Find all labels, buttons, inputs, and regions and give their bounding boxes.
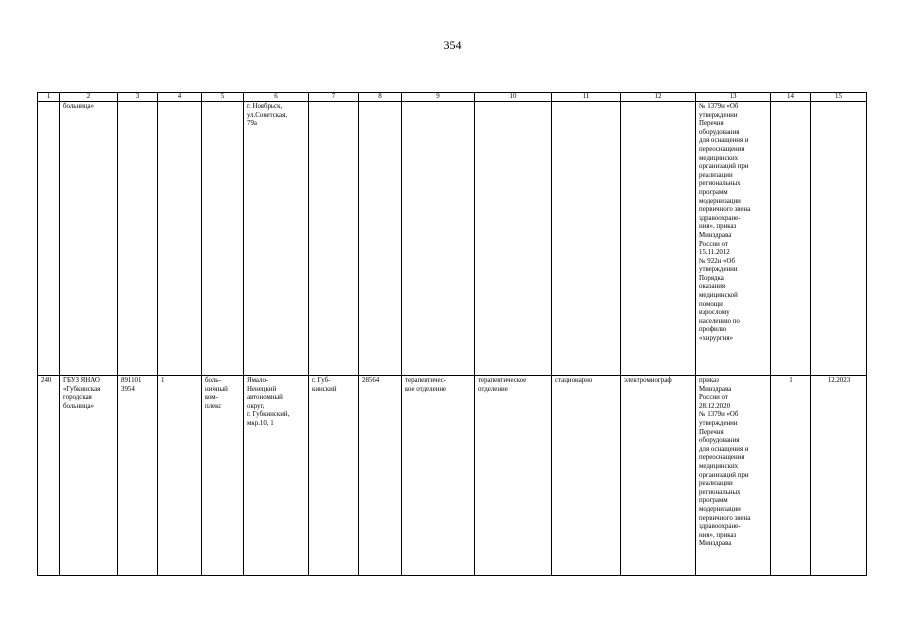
registry-table (37, 92, 867, 576)
population-cell: 28564 (359, 376, 402, 576)
city-cell: г. Губ- кинский (309, 376, 359, 576)
date-cell: 12.2023 (811, 376, 867, 576)
code-cell: 1 (158, 376, 202, 576)
column-number: 5 (202, 93, 244, 102)
column-number: 8 (359, 93, 402, 102)
inn-cell (118, 102, 158, 376)
column-number: 1 (38, 93, 60, 102)
regulation-cell: № 1379н «Об утверждении Перечня оборудования для оснащения и переоснащения медицинских организаций при реализации региональных программ модернизации первичного звена здравоохране- ния», приказ Минздрава России от 15.11.2012 № 922н «Об утверждении Порядка оказания медицинской помощи взрослому населению по профилю «хирургия» (696, 102, 771, 376)
column-number-row (38, 93, 867, 102)
table-row (38, 102, 867, 376)
care-form-cell: стационарно (552, 376, 621, 576)
organization-cell: больница» (60, 102, 118, 376)
department-cell (402, 102, 475, 376)
department-cell: терапевтичес- кое отделение (402, 376, 475, 576)
column-number: 2 (60, 93, 118, 102)
care-form-cell (552, 102, 621, 376)
facility-type-cell: боль- ничный ком- плекс (202, 376, 244, 576)
column-number: 12 (621, 93, 696, 102)
regulation-cell: приказ Минздрава России от 28.12.2020 № 1379н «Об утверждении Перечня оборудования для оснащения и переоснащения медицинских организаций при реализации региональных программ модернизации первичного звена здравоохране- ния», приказ Минздрава (696, 376, 771, 576)
column-number: 14 (771, 93, 811, 102)
column-number: 13 (696, 93, 771, 102)
city-cell (309, 102, 359, 376)
date-cell (811, 102, 867, 376)
unit-cell (475, 102, 552, 376)
row-number-cell (38, 102, 60, 376)
column-number: 11 (552, 93, 621, 102)
inn-cell: 891101 3954 (118, 376, 158, 576)
equipment-cell: электромиограф (621, 376, 696, 576)
column-number: 10 (475, 93, 552, 102)
column-number: 15 (811, 93, 867, 102)
address-cell: Ямало- Ненецкий автономный округ, г. Губкинский, мкр.10, 1 (244, 376, 309, 576)
table-row (38, 376, 867, 576)
column-number: 4 (158, 93, 202, 102)
column-number: 9 (402, 93, 475, 102)
code-cell (158, 102, 202, 376)
population-cell (359, 102, 402, 376)
unit-cell: терапевтическое отделение (475, 376, 552, 576)
organization-cell: ГБУЗ ЯНАО «Губкинская городская больница» (60, 376, 118, 576)
quantity-cell (771, 102, 811, 376)
column-number: 6 (244, 93, 309, 102)
column-number: 3 (118, 93, 158, 102)
address-cell: г. Ноябрьск, ул.Советская, 79а (244, 102, 309, 376)
row-number-cell: 240 (38, 376, 60, 576)
facility-type-cell (202, 102, 244, 376)
quantity-cell: 1 (771, 376, 811, 576)
equipment-cell (621, 102, 696, 376)
page-number: 354 (443, 38, 462, 52)
column-number: 7 (309, 93, 359, 102)
